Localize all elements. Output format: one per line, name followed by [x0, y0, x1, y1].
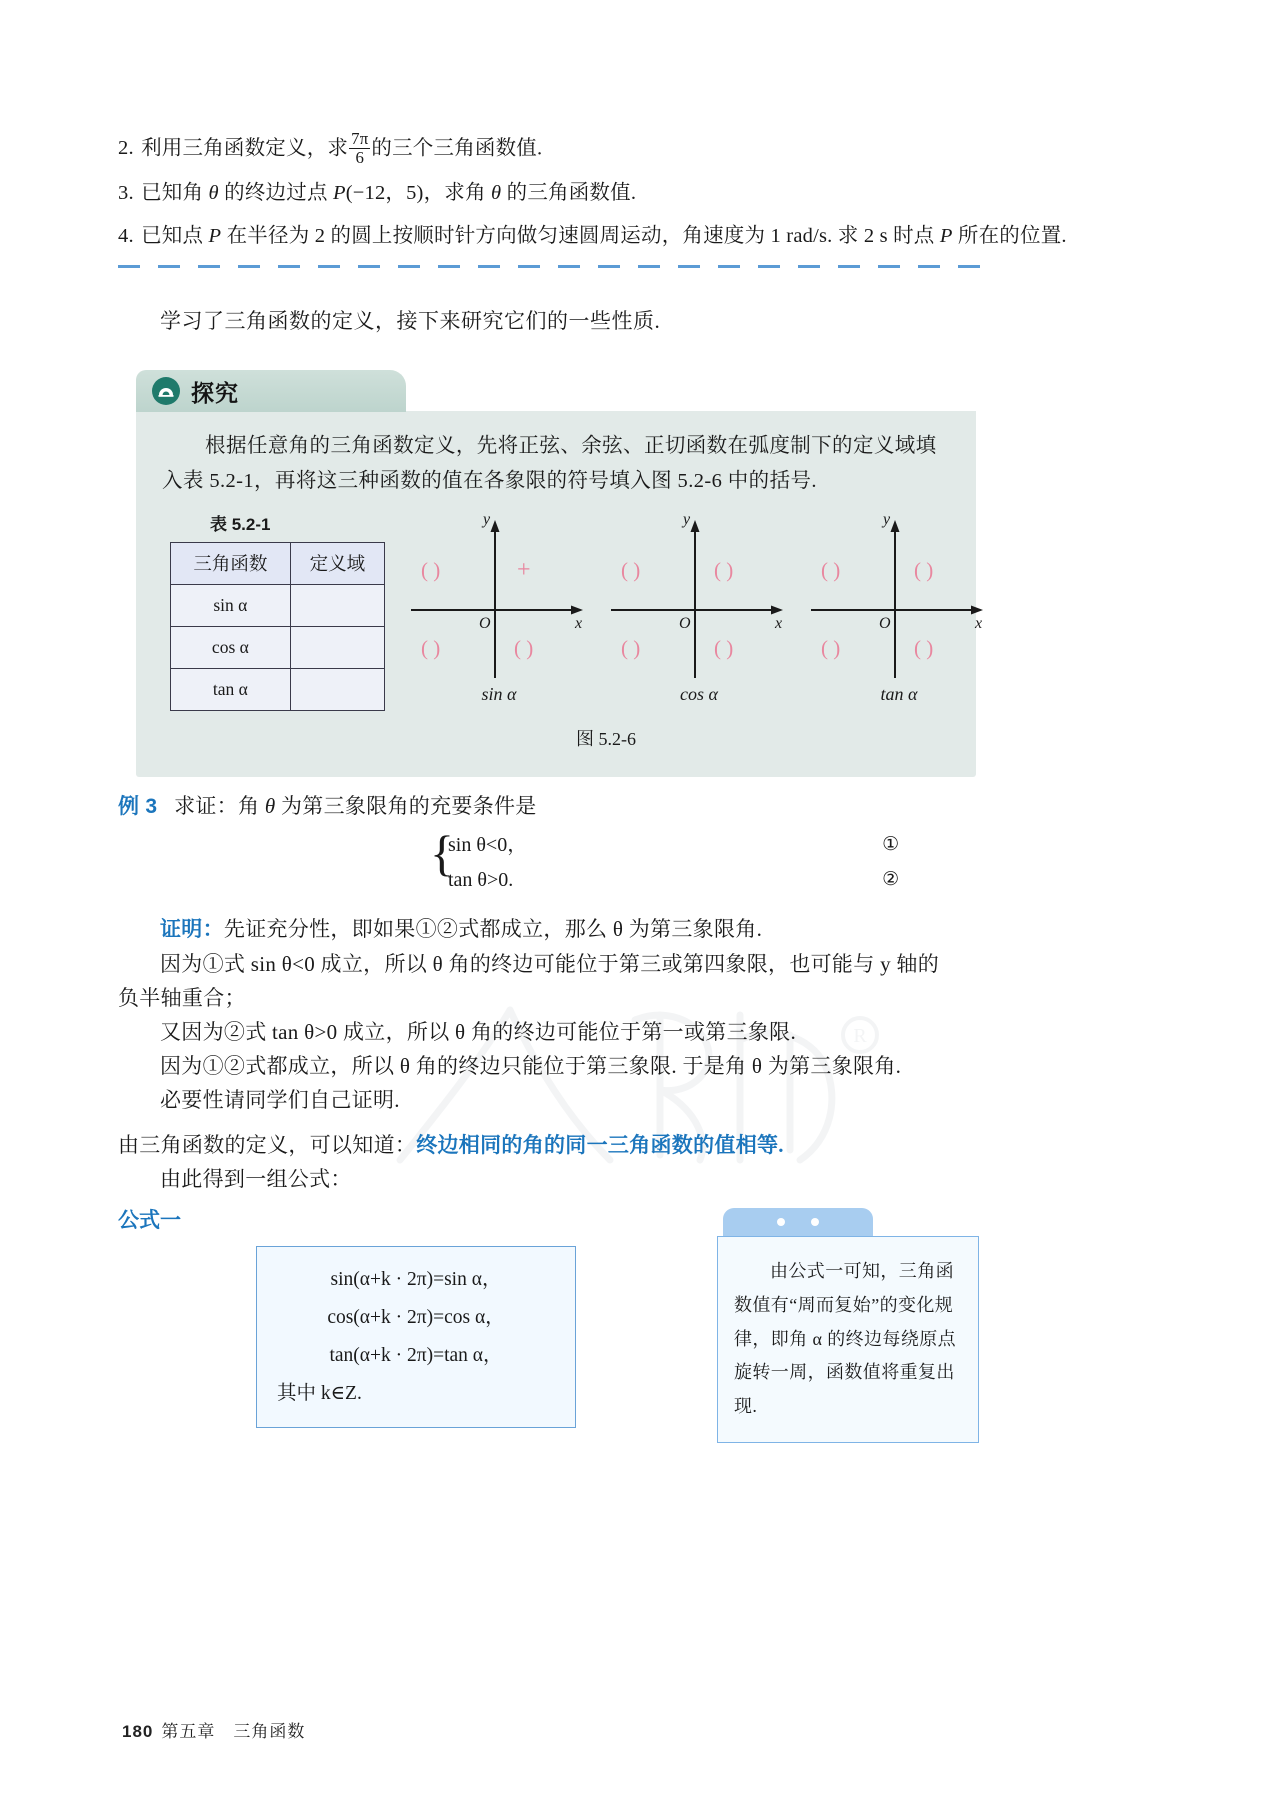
left-brace: { — [430, 825, 454, 881]
side-note-body — [717, 1236, 979, 1443]
exercise-text-a: 已知角 — [141, 182, 209, 205]
svg-text:R: R — [853, 1025, 867, 1047]
svg-text:( ): ( ) — [914, 635, 934, 660]
exercise-text-c: 所在的位置. — [952, 225, 1067, 248]
proof-line-6: 必要性请同学们自己证明. — [160, 1088, 400, 1113]
theta-symbol: θ — [264, 794, 276, 818]
formula-line-cos: cos(α+k · 2π)=cos α， — [327, 1307, 505, 1329]
table-cell-cos-domain[interactable] — [290, 626, 384, 668]
theta-symbol: θ — [491, 182, 502, 205]
exercise-text-b: 的终边过点 — [218, 182, 333, 205]
proof-line-1 — [118, 912, 998, 947]
theta-symbol: θ — [208, 182, 219, 205]
exercise-item-2 — [118, 130, 998, 167]
axes-panel-cos — [599, 510, 799, 705]
side-note — [717, 1208, 979, 1443]
svg-text:( ): ( ) — [821, 557, 841, 582]
svg-text:( ): ( ) — [514, 635, 534, 660]
example-prompt-a: 求证：角 — [174, 794, 265, 818]
fraction-denominator: 6 — [349, 148, 370, 167]
svg-text:( ): ( ) — [621, 557, 641, 582]
inequality-sin: sin θ<0， — [448, 834, 528, 856]
svg-text:x: x — [975, 614, 983, 632]
exercise-list — [118, 129, 1067, 264]
equation-mark-1: ① — [882, 834, 900, 855]
inquiry-section — [136, 370, 983, 777]
proof-line-2: 因为①式 sin θ<0 成立，所以 θ 角的终边可能位于第三或第四象限，也可能与 y 轴的 — [160, 952, 940, 977]
svg-text:y: y — [483, 510, 491, 528]
point-p-symbol: P — [208, 225, 222, 248]
formula-box — [256, 1246, 576, 1428]
note-dot-icon — [811, 1218, 819, 1226]
figure-caption: 图 5.2-6 — [576, 728, 636, 749]
svg-text:O: O — [679, 614, 691, 632]
axis-diagram-sin — [399, 510, 595, 680]
table-cell-sin-domain[interactable] — [290, 584, 384, 626]
page-number: 180 — [122, 1722, 154, 1741]
exercise-item-3 — [118, 178, 998, 210]
svg-text:x: x — [775, 614, 783, 632]
exercise-item-4 — [118, 221, 1067, 253]
svg-text:x: x — [575, 614, 583, 632]
example-prompt-b: 为第三象限角的充要条件是 — [275, 794, 537, 818]
example-block — [118, 790, 998, 1117]
chapter-title: 三角函数 — [233, 1722, 306, 1741]
formula-section — [118, 1128, 1168, 1428]
formula-intro-line — [118, 1128, 1168, 1162]
table-cell-cos: cos α — [171, 626, 291, 668]
axes-panel-sin — [399, 510, 599, 705]
axes-label-tan: tan α — [880, 683, 918, 704]
side-note-tab — [723, 1208, 873, 1236]
exercise-text-d: 的三角函数值. — [501, 182, 637, 205]
chapter-number: 第五章 — [161, 1722, 216, 1741]
formula-line-tan: tan(α+k · 2π)=tan α， — [329, 1345, 503, 1367]
exercise-number: 2. — [118, 137, 134, 160]
system-row-2 — [448, 863, 900, 898]
equation-mark-2: ② — [882, 869, 900, 890]
table-header-domain: 定义域 — [290, 542, 384, 584]
proof-label: 证明： — [160, 918, 224, 941]
formula-label: 公式一 — [118, 1209, 181, 1233]
inquiry-figure-row — [162, 510, 983, 711]
fraction-numerator: 7π — [351, 129, 369, 148]
inquiry-paragraph: 根据任意角的三角函数定义，先将正弦、余弦、正切函数在弧度制下的定义域填入表 5.2-1，再将这三种函数的值在各象限的符号填入图 5.2-6 中的括号. — [162, 435, 937, 493]
fraction-7pi-over-6 — [349, 130, 370, 167]
proof-line-5: 因为①②式都成立，所以 θ 角的终边只能位于第三象限. 于是角 θ 为第三象限角. — [160, 1054, 902, 1079]
exercise-number: 3. — [118, 182, 134, 205]
exercise-text-c: (−12，5)，求角 — [345, 182, 492, 205]
svg-text:( ): ( ) — [714, 635, 734, 660]
point-p-symbol: P — [939, 225, 953, 248]
axes-panels — [385, 510, 999, 705]
formula-line-condition: 其中 k∈Z. — [277, 1383, 362, 1405]
svg-text:( ): ( ) — [421, 557, 441, 582]
proof-line-4: 又因为②式 tan θ>0 成立，所以 θ 角的终边可能位于第一或第三象限. — [160, 1020, 797, 1045]
formula-intro-plain: 由三角函数的定义，可以知道： — [118, 1133, 417, 1157]
proof-line-3: 负半轴重合； — [118, 986, 246, 1011]
formula-line-sin: sin(α+k · 2π)=sin α， — [330, 1269, 502, 1291]
table-row — [171, 584, 385, 626]
side-note-text: 由公式一可知，三角函数值有“周而复始”的变化规律，即角 α 的终边每绕原点旋转一周，函数值将重复出现. — [734, 1261, 957, 1417]
axes-label-sin: sin α — [481, 683, 517, 704]
proof-text-1: 先证充分性，即如果①②式都成立，那么 θ 为第三象限角. — [223, 917, 763, 941]
table-cell-tan: tan α — [171, 668, 291, 710]
svg-text:( ): ( ) — [714, 557, 734, 582]
exercise-text-b: 在半径为 2 的圆上按顺时针方向做匀速圆周运动，角速度为 1 rad/s. 求 2 s 时点 — [221, 225, 940, 248]
axis-diagram-tan — [799, 510, 995, 680]
table-row — [171, 668, 385, 710]
example-heading-line — [118, 790, 998, 820]
axes-panel-tan — [799, 510, 999, 705]
svg-text:( ): ( ) — [821, 635, 841, 660]
table-header-function: 三角函数 — [171, 542, 291, 584]
svg-text:y: y — [683, 510, 691, 528]
axes-label-cos: cos α — [680, 683, 718, 704]
table-caption: 表 5.2-1 — [210, 514, 271, 534]
svg-text:y: y — [883, 510, 891, 528]
lead-paragraph: 学习了三角函数的定义，接下来研究它们的一些性质. — [160, 309, 661, 333]
exercise-number: 4. — [118, 225, 134, 248]
note-dot-icon — [777, 1218, 785, 1226]
point-p-symbol: P — [332, 182, 346, 205]
svg-text:( ): ( ) — [421, 635, 441, 660]
svg-text:+: + — [517, 556, 531, 583]
table-block — [170, 510, 385, 711]
svg-text:O: O — [479, 614, 491, 632]
exercise-text-post: 的三个三角函数值. — [371, 137, 543, 160]
example-system-of-inequalities — [430, 825, 900, 898]
inquiry-body — [136, 411, 983, 777]
inequality-tan: tan θ>0. — [448, 869, 514, 891]
page-footer — [122, 1717, 305, 1742]
trig-definition-table — [170, 542, 385, 711]
table-row — [171, 626, 385, 668]
exercise-text-pre: 利用三角函数定义，求 — [141, 137, 349, 160]
example-tag: 例 3 — [118, 795, 158, 818]
exercise-text-a: 已知点 — [141, 225, 209, 248]
section-divider — [118, 265, 998, 268]
axis-diagram-cos — [599, 510, 795, 680]
inquiry-title: 探究 — [191, 379, 239, 406]
table-cell-sin: sin α — [171, 584, 291, 626]
formula-intro-highlight: 终边相同的角的同一三角函数的值相等. — [416, 1133, 784, 1157]
svg-text:( ): ( ) — [914, 557, 934, 582]
inquiry-tab-header — [136, 370, 406, 412]
system-row-1 — [448, 828, 900, 863]
svg-text:O: O — [879, 614, 891, 632]
svg-text:( ): ( ) — [621, 635, 641, 660]
table-cell-tan-domain[interactable] — [290, 668, 384, 710]
formula-sub-intro: 由此得到一组公式： — [160, 1167, 352, 1192]
table-header-row — [171, 542, 385, 584]
proof-block — [118, 912, 998, 1117]
mountain-arch-icon — [152, 377, 180, 405]
